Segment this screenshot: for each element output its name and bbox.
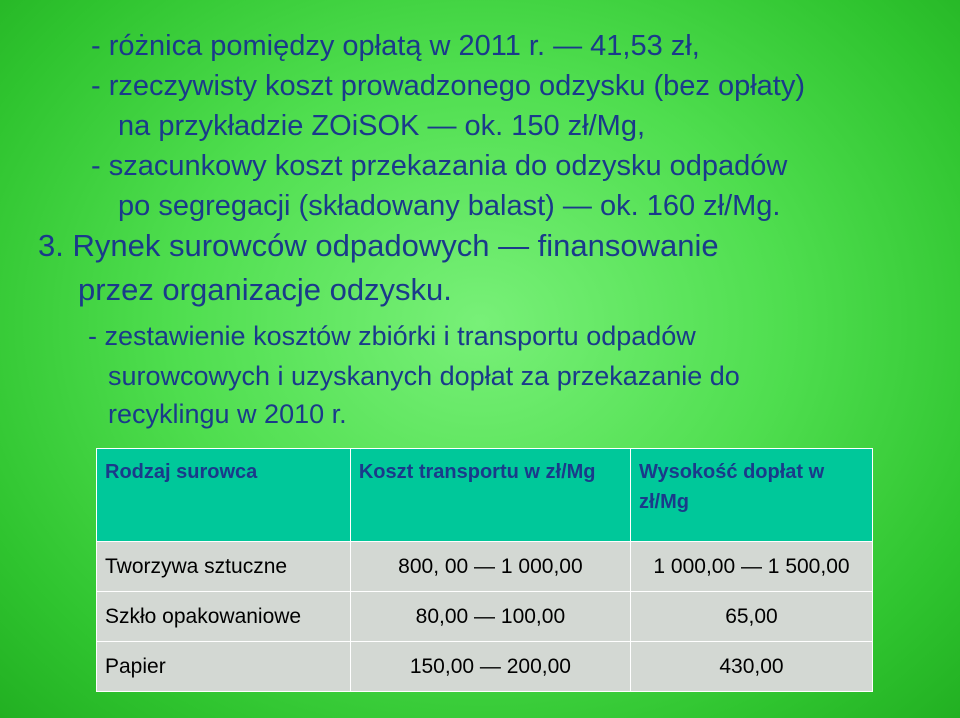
text-line-2: - rzeczywisty koszt prowadzonego odzysku (bez opłaty) [91,70,806,102]
text-line-4: - szacunkowy koszt przekazania do odzysku odpadów [91,150,788,182]
cell-material: Tworzywa sztuczne [97,542,351,592]
cell-transport-cost: 80,00 — 100,00 [350,592,630,642]
text-line-1: - różnica pomiędzy opłatą w 2011 r. — 41,53 zł, [91,30,700,62]
header-subsidy: Wysokość dopłat w zł/Mg [630,449,872,542]
header-transport-cost: Koszt transportu w zł/Mg [350,449,630,542]
table-row [97,642,873,692]
table-header-row [97,449,873,542]
text-line-10: recyklingu w 2010 r. [108,399,347,429]
cell-material: Szkło opakowaniowe [97,592,351,642]
text-line-9: surowcowych i uzyskanych dopłat za przekazanie do [108,361,740,391]
text-line-8: - zestawienie kosztów zbiórki i transportu odpadów [88,321,696,351]
text-line-5: po segregacji (składowany balast) — ok. 160 zł/Mg. [118,190,781,222]
cost-table [96,448,873,692]
cell-material: Papier [97,642,351,692]
cell-subsidy: 430,00 [630,642,872,692]
section-heading-line-1: 3. Rynek surowców odpadowych — finansowanie [38,228,719,263]
section-heading-line-2: przez organizacje odzysku. [78,272,452,307]
header-material: Rodzaj surowca [97,449,351,542]
cell-transport-cost: 800, 00 — 1 000,00 [350,542,630,592]
cell-transport-cost: 150,00 — 200,00 [350,642,630,692]
table-row [97,592,873,642]
cell-subsidy: 1 000,00 — 1 500,00 [630,542,872,592]
cell-subsidy: 65,00 [630,592,872,642]
text-line-3: na przykładzie ZOiSOK — ok. 150 zł/Mg, [118,110,646,142]
table-row [97,542,873,592]
